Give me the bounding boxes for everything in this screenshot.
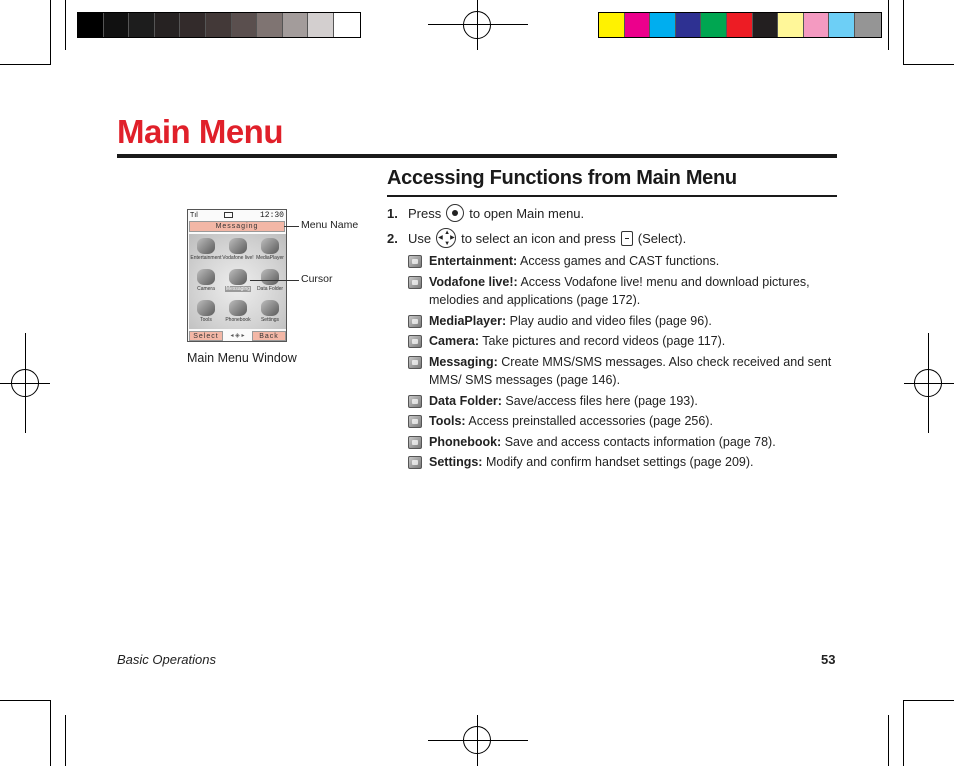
process-swatch <box>727 13 753 37</box>
function-text <box>429 273 838 310</box>
phonebook-icon <box>408 436 422 449</box>
function-text <box>429 433 776 452</box>
step-text: Press <box>408 205 442 221</box>
function-item <box>408 353 838 390</box>
menu-item[interactable] <box>222 297 254 328</box>
function-name: Vodafone live!: <box>429 274 518 289</box>
menu-item-icon <box>229 238 247 254</box>
menu-item-label: Entertainment <box>190 255 222 261</box>
menu-item-label: Phonebook <box>225 317 251 323</box>
mediaplayer-icon <box>408 315 422 328</box>
gray-swatch <box>283 13 309 37</box>
function-description: Access Vodafone live! menu and download pictures, melodies and applications (page 172). <box>429 274 810 307</box>
footer-section: Basic Operations <box>117 652 216 667</box>
soft-key-icon <box>621 231 633 246</box>
grayscale-color-bar <box>77 12 361 38</box>
menu-item-icon <box>261 269 279 285</box>
menu-item[interactable] <box>190 235 222 266</box>
menu-item[interactable] <box>190 297 222 328</box>
step-text: to open Main menu. <box>469 205 585 221</box>
function-name: Settings: <box>429 455 483 469</box>
gray-swatch <box>308 13 334 37</box>
gray-swatch <box>129 13 155 37</box>
nav-hint-icon: ◂ ◈ ▸ <box>230 333 245 339</box>
function-description: Save/access files here (page 193). <box>505 393 698 408</box>
menu-item[interactable] <box>254 266 286 297</box>
function-name: Entertainment: <box>429 254 518 268</box>
process-swatch <box>753 13 779 37</box>
process-swatch <box>829 13 855 37</box>
step-number: 1. <box>387 205 398 221</box>
menu-item[interactable] <box>254 297 286 328</box>
function-item <box>408 252 838 271</box>
function-description: Access preinstalled accessories (page 256). <box>468 414 713 428</box>
messaging-icon <box>408 356 422 369</box>
process-swatch <box>599 13 625 37</box>
step-text: to select an icon and press <box>461 230 616 246</box>
step-1 <box>387 204 584 222</box>
settings-icon <box>408 456 422 469</box>
menu-item[interactable] <box>254 235 286 266</box>
camera-icon <box>408 335 422 348</box>
menu-item-label: Camera <box>197 286 215 292</box>
process-swatch <box>701 13 727 37</box>
function-name: Camera: <box>429 334 480 348</box>
function-description: Create MMS/SMS messages. Also check received and sent MMS/ SMS messages (page 146). <box>429 354 832 387</box>
function-name: Data Folder: <box>429 393 502 408</box>
function-text <box>429 332 725 351</box>
function-name: MediaPlayer: <box>429 313 507 328</box>
gray-swatch <box>257 13 283 37</box>
clock: 12:30 <box>259 210 284 220</box>
menu-item-icon <box>197 238 215 254</box>
function-description: Modify and confirm handset settings (page 209). <box>485 455 754 469</box>
gray-swatch <box>104 13 130 37</box>
gray-swatch <box>155 13 181 37</box>
process-swatch <box>650 13 676 37</box>
function-item <box>408 412 838 431</box>
process-swatch <box>778 13 804 37</box>
function-text <box>429 392 698 411</box>
function-description: Play audio and video files (page 96). <box>509 313 712 328</box>
signal-icon: Tıl <box>190 211 198 219</box>
function-item <box>408 453 838 472</box>
tools-icon <box>408 415 422 428</box>
function-item <box>408 273 838 310</box>
gray-swatch <box>206 13 232 37</box>
phone-screen <box>187 209 287 342</box>
figure-caption: Main Menu Window <box>187 351 297 365</box>
menu-item-label: Data Folder <box>256 286 284 292</box>
callout-line-menu-name <box>284 226 299 227</box>
function-description: Access games and CAST functions. <box>520 254 720 268</box>
center-key-icon <box>446 204 464 222</box>
entertainment-icon <box>408 255 422 268</box>
menu-item-icon <box>197 300 215 316</box>
section-title: Accessing Functions from Main Menu <box>387 167 737 189</box>
function-item <box>408 433 838 452</box>
status-bar <box>188 210 286 220</box>
nav-key-icon: ▲ ▼ ◀ ▶ <box>438 230 455 247</box>
callout-cursor: Cursor <box>301 273 333 285</box>
process-color-bar <box>598 12 882 38</box>
process-swatch <box>625 13 651 37</box>
gray-swatch <box>78 13 104 37</box>
gray-swatch <box>334 13 360 37</box>
function-description: Take pictures and record videos (page 117). <box>482 334 726 348</box>
function-item <box>408 312 838 331</box>
step-number: 2. <box>387 230 398 246</box>
menu-item-icon <box>197 269 215 285</box>
menu-icon-grid <box>189 234 286 329</box>
function-text <box>429 252 719 271</box>
select-softkey[interactable]: Select <box>189 331 223 341</box>
message-icon <box>224 212 233 218</box>
menu-item-icon <box>229 300 247 316</box>
menu-item-icon <box>229 269 247 285</box>
menu-item[interactable] <box>190 266 222 297</box>
function-item <box>408 392 838 411</box>
menu-item-label: Messaging <box>225 286 251 292</box>
page-title: Main Menu <box>117 113 283 150</box>
page-number: 53 <box>821 652 836 667</box>
gray-swatch <box>180 13 206 37</box>
step-text: (Select). <box>637 230 687 246</box>
function-description: Save and access contacts information (page 78). <box>504 434 776 449</box>
vodafone-live-icon <box>408 276 422 289</box>
callout-menu-name: Menu Name <box>301 219 359 231</box>
menu-item-label: MediaPlayer <box>256 255 284 261</box>
gray-swatch <box>232 13 258 37</box>
function-text <box>429 353 838 390</box>
menu-name-bar: Messaging <box>189 221 285 232</box>
menu-item-label: Settings <box>260 317 280 323</box>
menu-item-icon <box>261 238 279 254</box>
function-text <box>429 412 713 431</box>
data-folder-icon <box>408 395 422 408</box>
function-list <box>408 252 838 474</box>
function-name: Phonebook: <box>429 434 502 449</box>
function-name: Messaging: <box>429 354 498 369</box>
menu-item[interactable] <box>222 266 254 297</box>
function-text <box>429 312 712 331</box>
section-rule <box>387 195 837 197</box>
softkey-bar <box>189 331 286 341</box>
function-text <box>429 453 753 472</box>
process-swatch <box>855 13 881 37</box>
menu-item-label: Vodafone live! <box>222 255 254 261</box>
menu-item-label: Tools <box>200 317 212 323</box>
function-name: Tools: <box>429 414 466 428</box>
step-text: Use <box>408 230 432 246</box>
menu-item[interactable] <box>222 235 254 266</box>
process-swatch <box>804 13 830 37</box>
back-softkey[interactable]: Back <box>252 331 286 341</box>
step-2 <box>387 228 686 248</box>
function-item <box>408 332 838 351</box>
title-rule <box>117 154 837 158</box>
menu-item-icon <box>261 300 279 316</box>
process-swatch <box>676 13 702 37</box>
callout-line-cursor <box>250 280 299 281</box>
